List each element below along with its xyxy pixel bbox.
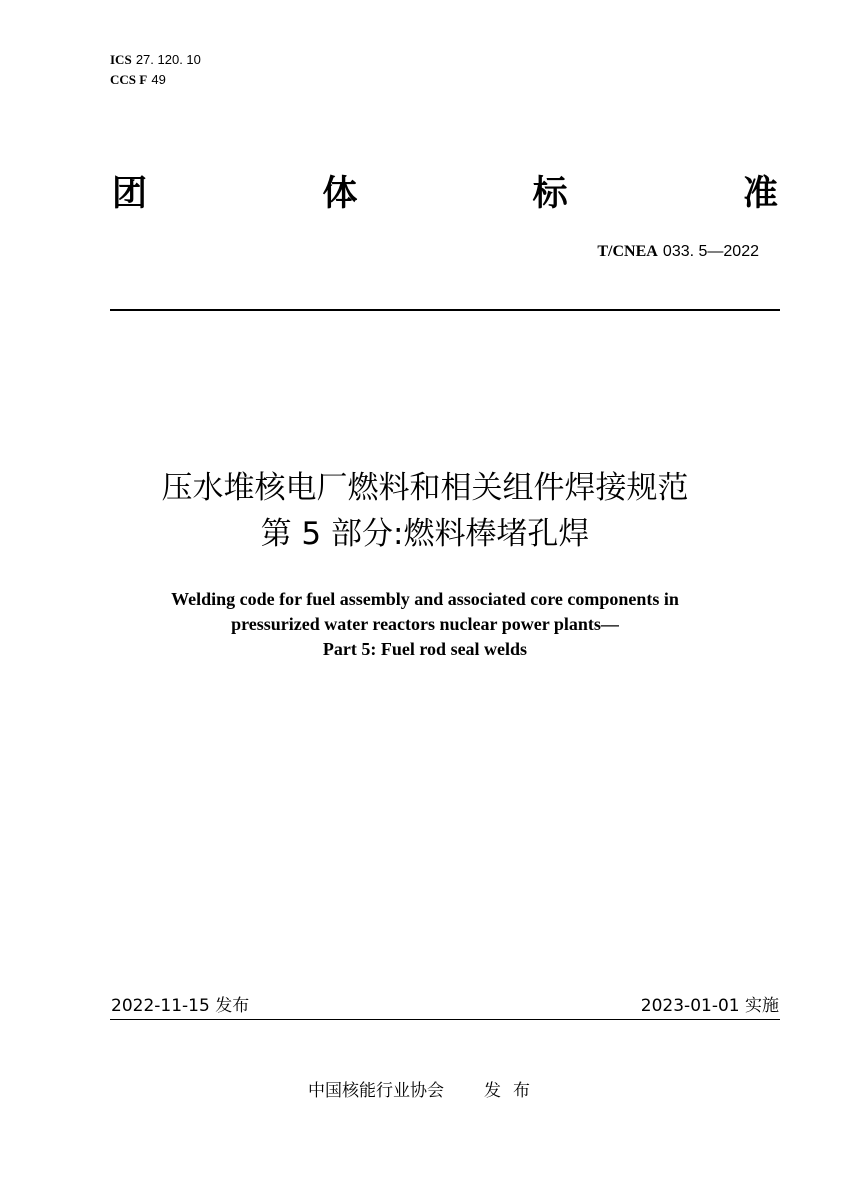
chinese-title-line2: 第 5 部分:燃料棒堵孔焊 [260,516,590,552]
doc-type-char: 体 [322,174,358,214]
doc-type-char: 标 [532,174,568,214]
ics-label: ICS [110,52,132,67]
publisher-name: 中国核能行业协会 [308,1081,444,1101]
publisher-action: 发布 [484,1081,542,1101]
ccs-value: 49 [151,72,166,87]
issue-date: 2022-11-15 发布 [111,996,250,1016]
english-title-line3: Part 5: Fuel rod seal welds [322,639,528,659]
header-divider [110,309,780,311]
standard-number-prefix: T/CNEA [597,243,658,260]
publisher [0,1079,850,1103]
implementation-date: 2023-01-01 实施 [640,996,779,1016]
standard-number [597,240,759,263]
classification-codes [110,50,201,90]
chinese-title-line1: 压水堆核电厂燃料和相关组件焊接规范 [161,470,689,506]
ccs-label: CCS F [110,72,148,87]
doc-type-char: 准 [742,174,778,214]
english-title [0,587,850,662]
doc-type-char: 团 [112,174,148,214]
footer-divider [110,1019,780,1020]
ics-value: 27. 120. 10 [135,52,201,67]
ics-code [110,50,201,70]
english-title-line1: Welding code for fuel assembly and associated core components in [171,589,679,609]
standard-number-value: 033. 5—2022 [662,243,759,260]
english-title-line2: pressurized water reactors nuclear power plants— [231,614,619,634]
document-type-heading [112,170,778,218]
ccs-code [110,70,201,90]
chinese-title [0,465,850,557]
